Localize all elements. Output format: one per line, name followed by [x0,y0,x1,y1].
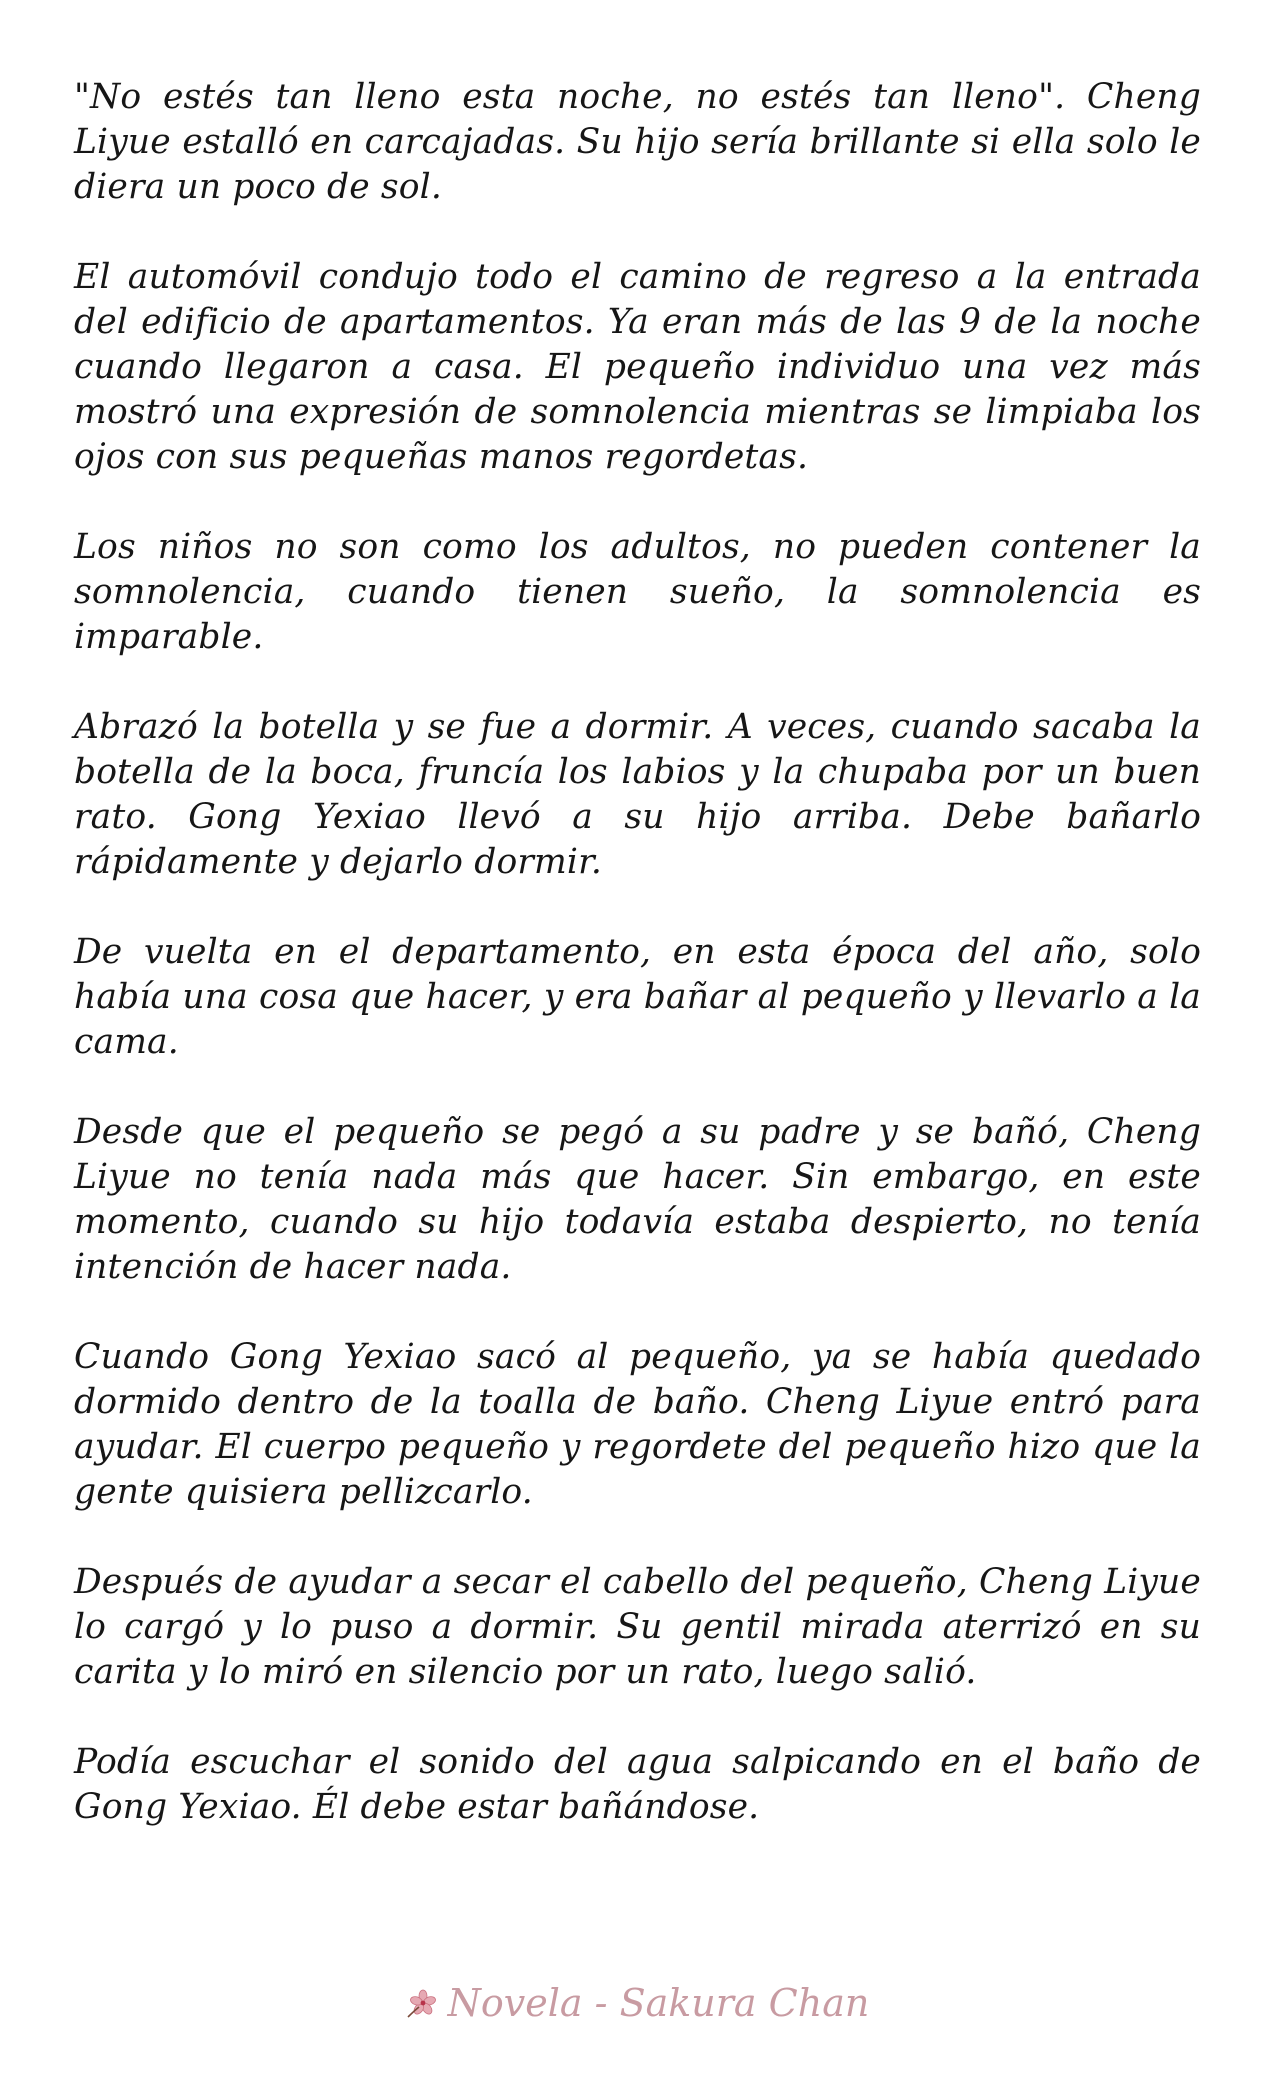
paragraph: Podía escuchar el sonido del agua salpicando en el baño de Gong Yexiao. Él debe estar bañándose. [74,1742,1201,1827]
paragraph: Abrazó la botella y se fue a dormir. A veces, cuando sacaba la botella de la boca, fruncía los labios y la chupaba por un buen rato. Gong Yexiao llevó a su hijo arriba. Debe bañarlo rápidamente y dejarlo dormir. [74,707,1201,882]
watermark [0,1978,1275,2031]
paragraph: De vuelta en el departamento, en esta época del año, solo había una cosa que hacer, y era bañar al pequeño y llevarlo a la cama. [74,932,1201,1062]
paragraph: Cuando Gong Yexiao sacó al pequeño, ya se había quedado dormido dentro de la toalla de baño. Cheng Liyue entró para ayudar. El cuerpo pequeño y regordete del pequeño hizo que la gente quisiera pellizcarlo. [74,1337,1201,1512]
paragraph: El automóvil condujo todo el camino de regreso a la entrada del edificio de apartamentos. Ya eran más de las 9 de la noche cuando llegaron a casa. El pequeño individuo una vez más mostró una expresión de somnolencia mientras se limpiaba los ojos con sus pequeñas manos regordetas. [74,257,1201,477]
sakura-flower-icon [406,1981,440,2031]
watermark-text: Novela - Sakura Chan [447,1981,870,2025]
paragraph: Los niños no son como los adultos, no pueden contener la somnolencia, cuando tienen sueño, la somnolencia es imparable. [74,527,1201,657]
paragraph: Desde que el pequeño se pegó a su padre y se bañó, Cheng Liyue no tenía nada más que hacer. Sin embargo, en este momento, cuando su hijo todavía estaba despierto, no tenía intención de hacer nada. [74,1112,1201,1287]
paragraph: "No estés tan lleno esta noche, no estés tan lleno". Cheng Liyue estalló en carcajadas. Su hijo sería brillante si ella solo le diera un poco de sol. [74,77,1201,207]
paragraph: Después de ayudar a secar el cabello del pequeño, Cheng Liyue lo cargó y lo puso a dormir. Su gentil mirada aterrizó en su carita y lo miró en silencio por un rato, luego salió. [74,1562,1201,1692]
